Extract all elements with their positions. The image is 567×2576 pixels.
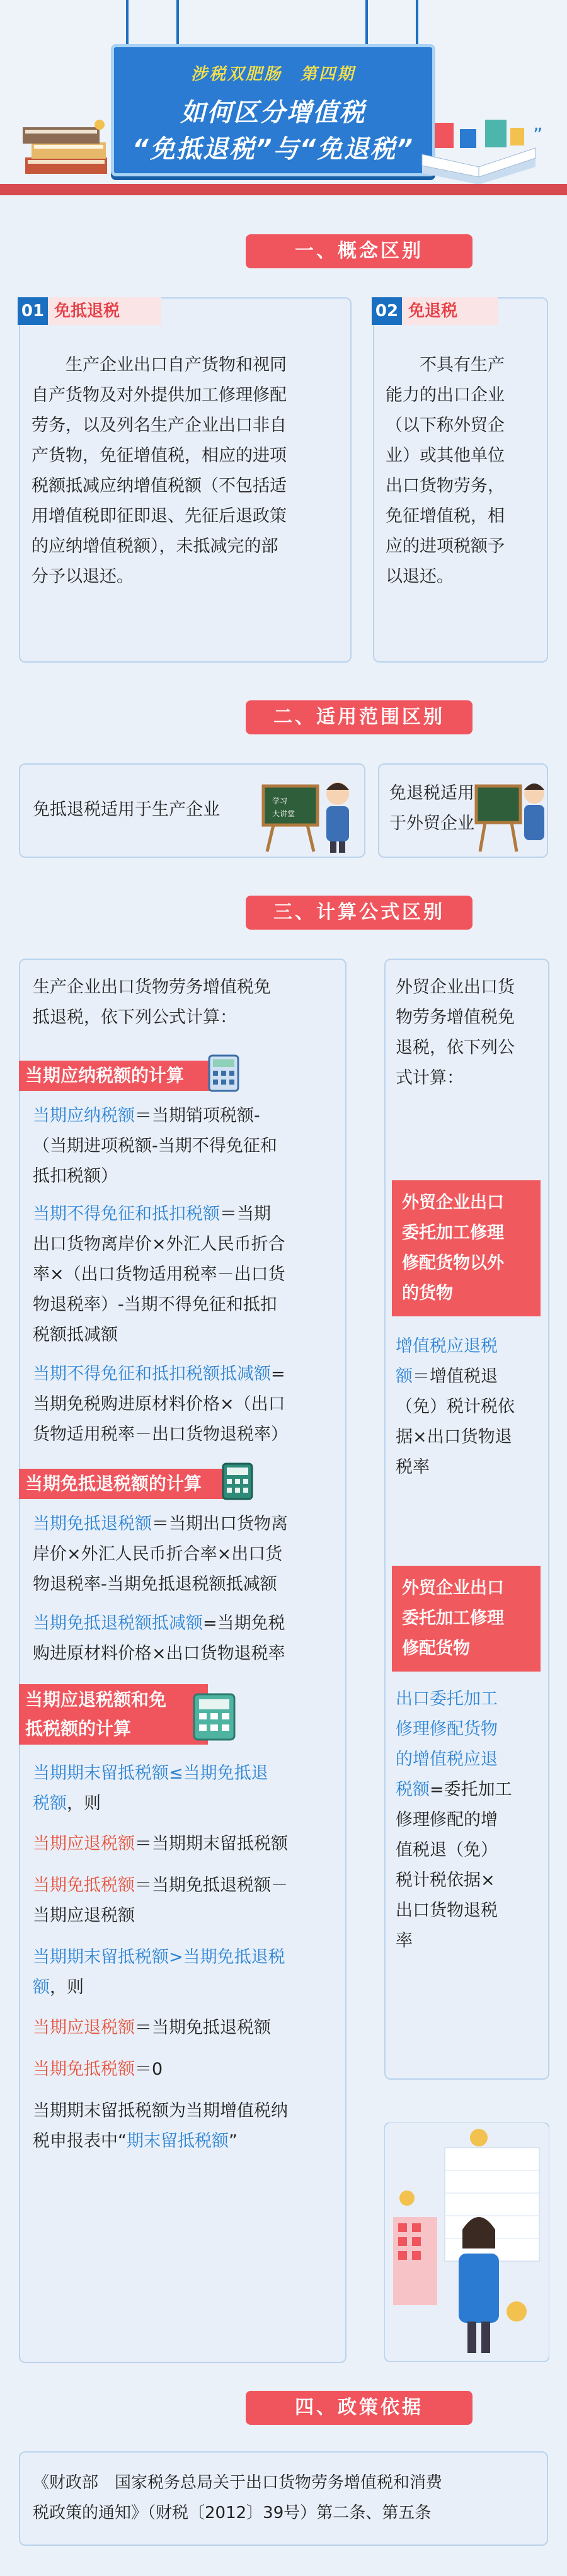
text-line: （当期进项税额-当期不得免征和 <box>33 1136 277 1156</box>
subheading-non-processing-goods <box>392 1180 541 1316</box>
condition-less-equal <box>33 1758 341 1819</box>
text-line: 免征增值税，相 <box>386 506 505 526</box>
text-then: ，则 <box>50 1978 84 1997</box>
condition-greater <box>33 1942 341 2003</box>
term-vat-refund: 额 <box>396 1367 413 1386</box>
text-line: 物劳务增值税免 <box>396 1008 515 1027</box>
term-ending-balance: 期末留抵税额 <box>127 2131 229 2151</box>
formula-credit-case1 <box>33 1871 341 1931</box>
text-line: ” <box>229 2131 238 2151</box>
svg-text:学习: 学习 <box>272 797 288 806</box>
issue-kicker: 涉税双肥肠 第四期 <box>190 65 355 84</box>
formula-right-processing-refund <box>396 1684 547 1956</box>
subheading-payable-tax: 当期应纳税额的计算 <box>19 1061 220 1091</box>
concept-text-right <box>386 350 543 592</box>
teacher-illustration <box>474 772 549 854</box>
scope-text-right <box>389 778 474 839</box>
text-line: （免）税计税依 <box>396 1397 515 1416</box>
calculator-icon <box>207 1053 242 1093</box>
text-line: 委托加工修理 <box>402 1223 504 1243</box>
text-line: 分予以退还。 <box>32 567 134 586</box>
condition-text: 当期期末留抵税额>当期免抵退税 <box>33 1947 285 1967</box>
text-line: 出口货物劳务， <box>386 476 505 496</box>
formula-text: ＝当期 <box>220 1204 271 1224</box>
label-name: 免退税 <box>408 302 458 321</box>
header-banner <box>0 0 567 195</box>
text-line: 税计税依据× <box>396 1871 495 1890</box>
text-line: 的货物 <box>402 1284 453 1303</box>
text-line: 应的进项税额予 <box>386 537 505 556</box>
formula-text: ＝当期免抵退税额－ <box>135 1876 288 1895</box>
condition-text: 税额 <box>33 1794 67 1813</box>
text-line: 当期应退税额和免 <box>25 1689 167 1710</box>
text-line: 率 <box>396 1931 413 1951</box>
formula-text: =委托加工 <box>430 1780 512 1799</box>
teacher-illustration <box>260 772 360 854</box>
text-line: 税政策的通知》（财税〔2012〕39号）第二条、第五条 <box>33 2504 432 2522</box>
formula-intro <box>33 972 341 1033</box>
term-processing-refund: 税额 <box>396 1780 430 1799</box>
text-line: 外贸企业出口货 <box>396 977 515 997</box>
text-line: 修配货物以外 <box>402 1253 504 1273</box>
text-line: 以退还。 <box>386 567 454 586</box>
text-line: 物退税率-当期免抵退税额抵减额 <box>33 1575 277 1594</box>
text-line: 式计算： <box>396 1068 464 1088</box>
text-line: 据×出口货物退 <box>396 1427 512 1447</box>
formula-refund-case1 <box>33 1829 341 1859</box>
label-number: 01 <box>21 302 45 321</box>
text-line: 修配货物 <box>402 1639 470 1658</box>
term-vat-refund: 增值税应退税 <box>396 1336 498 1356</box>
term-processing-refund: 出口委托加工 <box>396 1689 498 1709</box>
text-line: 税额抵减额 <box>33 1325 118 1345</box>
text-line: 抵退税，依下列公式计算： <box>33 1008 237 1027</box>
text-then: ，则 <box>67 1794 101 1813</box>
page-title-line2: “免抵退税”与“免退税” <box>132 135 415 164</box>
formula-nondeductible-offset <box>33 1359 341 1450</box>
text-line: 外贸企业出口 <box>402 1193 504 1212</box>
text-line: 率×（出口货物适用税率－出口货 <box>33 1265 285 1284</box>
formula-text: ＝0 <box>135 2060 163 2079</box>
text-line: 税额抵减应纳增值税额（不包括适 <box>32 476 287 496</box>
text-line: 购进原材料价格×出口货物退税率 <box>33 1644 285 1663</box>
condition-text: 额 <box>33 1978 50 1997</box>
formula-exempt-credit-refund-offset <box>33 1609 341 1669</box>
term-nondeductible-offset: 当期不得免征和抵扣税额抵减额 <box>33 1364 271 1384</box>
formula-text: ＝当期出口货物离 <box>152 1514 288 1534</box>
svg-text:”: ” <box>533 125 543 147</box>
term-payable-tax: 当期应纳税额 <box>33 1106 135 1126</box>
note-ending-balance <box>33 2096 341 2157</box>
text-line: 免退税适用 <box>389 784 474 803</box>
text-line: 《财政部 国家税务总局关于出口货物劳务增值税和消费 <box>33 2473 443 2492</box>
text-line: 抵税额的计算 <box>25 1718 132 1739</box>
text-line: 于外贸企业 <box>389 814 474 833</box>
text-line: 生产企业出口自产货物和视同 <box>32 355 287 375</box>
text-line: 当期应退税额 <box>33 1906 135 1925</box>
text-line: 用增值税即征即退、先征后退政策 <box>32 506 287 526</box>
condition-text: 当期期末留抵税额≤当期免抵退 <box>33 1764 268 1783</box>
subheading-processing-goods <box>392 1566 541 1672</box>
text-line: 物退税率）-当期不得免征和抵扣 <box>33 1295 277 1314</box>
text-line: 委托加工修理 <box>402 1609 504 1628</box>
term-refund: 当期应退税额 <box>33 2018 135 2037</box>
text-line: 抵扣税额） <box>33 1166 118 1186</box>
term-nondeductible: 当期不得免征和抵扣税额 <box>33 1204 220 1224</box>
scope-card-right <box>378 763 548 858</box>
books-illustration <box>19 120 113 180</box>
header-stripe <box>0 184 567 195</box>
label-number: 02 <box>375 302 399 321</box>
formula-text: =当期免税 <box>203 1614 285 1633</box>
text-line: 产货物，免征增值税，相应的进项 <box>32 446 287 465</box>
hanging-string <box>365 0 368 50</box>
formula-right-intro <box>396 972 547 1093</box>
text-line: （以下称外贸企 <box>386 416 505 435</box>
policy-card <box>19 2451 548 2546</box>
term-refund: 当期应退税额 <box>33 1834 135 1854</box>
term-processing-refund: 的增值税应退 <box>396 1750 498 1769</box>
text-line: 自产货物及对外提供加工修理修配 <box>32 385 287 405</box>
text-line: 外贸企业出口 <box>402 1578 504 1598</box>
text-line: 税申报表中“ <box>33 2131 127 2151</box>
text-line: 能力的出口企业 <box>386 385 505 405</box>
hanging-string <box>126 0 129 50</box>
page-title-line1: 如何区分增值税 <box>180 98 366 127</box>
formula-text: ＝当期免抵退税额 <box>135 2018 271 2037</box>
formula-exempt-credit-refund <box>33 1509 341 1600</box>
calculator-icon <box>190 1690 243 1743</box>
text-line: 岸价×外汇人民币折合率×出口货 <box>33 1544 283 1564</box>
svg-text:大讲堂: 大讲堂 <box>272 809 295 818</box>
text-line: 当期免税购进原材料价格×（出口 <box>33 1394 285 1414</box>
scope-text-left: 免抵退税适用于生产企业 <box>33 800 220 819</box>
section-title-scope: 二、适用范围区别 <box>246 700 472 734</box>
text-line: 的应纳增值税额），未抵减完的部 <box>32 537 278 556</box>
text-line: 货物适用税率－出口货物退税率） <box>33 1425 288 1444</box>
formula-card-right <box>384 959 549 2080</box>
text-line: 出口货物离岸价×外汇人民币折合 <box>33 1234 285 1254</box>
term-exempt-credit-refund-offset: 当期免抵退税额抵减额 <box>33 1614 203 1633</box>
text-line: 修理修配的增 <box>396 1810 498 1830</box>
hanging-string <box>416 0 418 50</box>
label-name: 免抵退税 <box>54 302 120 321</box>
formula-credit-case2 <box>33 2055 341 2085</box>
formula-card-left <box>19 959 346 2363</box>
accountant-illustration <box>384 2123 549 2362</box>
scope-card-left <box>19 763 365 858</box>
formula-text: ＝当期期末留抵税额 <box>135 1834 288 1854</box>
formula-text: = <box>271 1364 285 1384</box>
concept-label-right <box>372 297 498 325</box>
subheading-refund-and-credit <box>19 1684 208 1745</box>
formula-refund-case2 <box>33 2013 341 2043</box>
text-line: 不具有生产 <box>386 355 505 375</box>
title-board <box>111 44 435 176</box>
section-title-concept: 一、概念区别 <box>246 234 472 268</box>
formula-nondeductible <box>33 1199 341 1350</box>
calculator-icon <box>220 1461 256 1502</box>
text-line: 当期期末留抵税额为当期增值税纳 <box>33 2101 288 2121</box>
text-line: 退税，依下列公 <box>396 1038 515 1057</box>
term-processing-refund: 修理修配货物 <box>396 1719 498 1739</box>
text-line: 生产企业出口货物劳务增值税免 <box>33 977 271 997</box>
concept-card-right <box>373 297 548 663</box>
text-line: 业）或其他单位 <box>386 446 505 465</box>
policy-text <box>33 2468 537 2528</box>
hanging-string <box>176 0 179 50</box>
open-book-illustration <box>416 117 548 186</box>
term-exempt-credit-refund: 当期免抵退税额 <box>33 1514 152 1534</box>
formula-text: ＝当期销项税额- <box>135 1106 260 1126</box>
text-line: 税率 <box>396 1457 430 1477</box>
text-line: 劳务，以及列名生产企业出口非自 <box>32 416 287 435</box>
concept-label-left <box>18 297 161 325</box>
formula-text: ＝增值税退 <box>413 1367 498 1386</box>
text-line: 值税退（免） <box>396 1840 498 1860</box>
formula-right-refund <box>396 1331 547 1483</box>
formula-payable-tax <box>33 1101 341 1192</box>
section-title-policy: 四、政策依据 <box>246 2391 472 2425</box>
text-line: 出口货物退税 <box>396 1901 498 1920</box>
term-credit: 当期免抵税额 <box>33 2060 135 2079</box>
section-title-formula: 三、计算公式区别 <box>246 896 472 930</box>
subheading-exempt-credit-refund: 当期免抵退税额的计算 <box>19 1469 233 1499</box>
concept-text-left <box>32 350 346 592</box>
concept-card-left <box>19 297 352 663</box>
term-credit: 当期免抵税额 <box>33 1876 135 1895</box>
